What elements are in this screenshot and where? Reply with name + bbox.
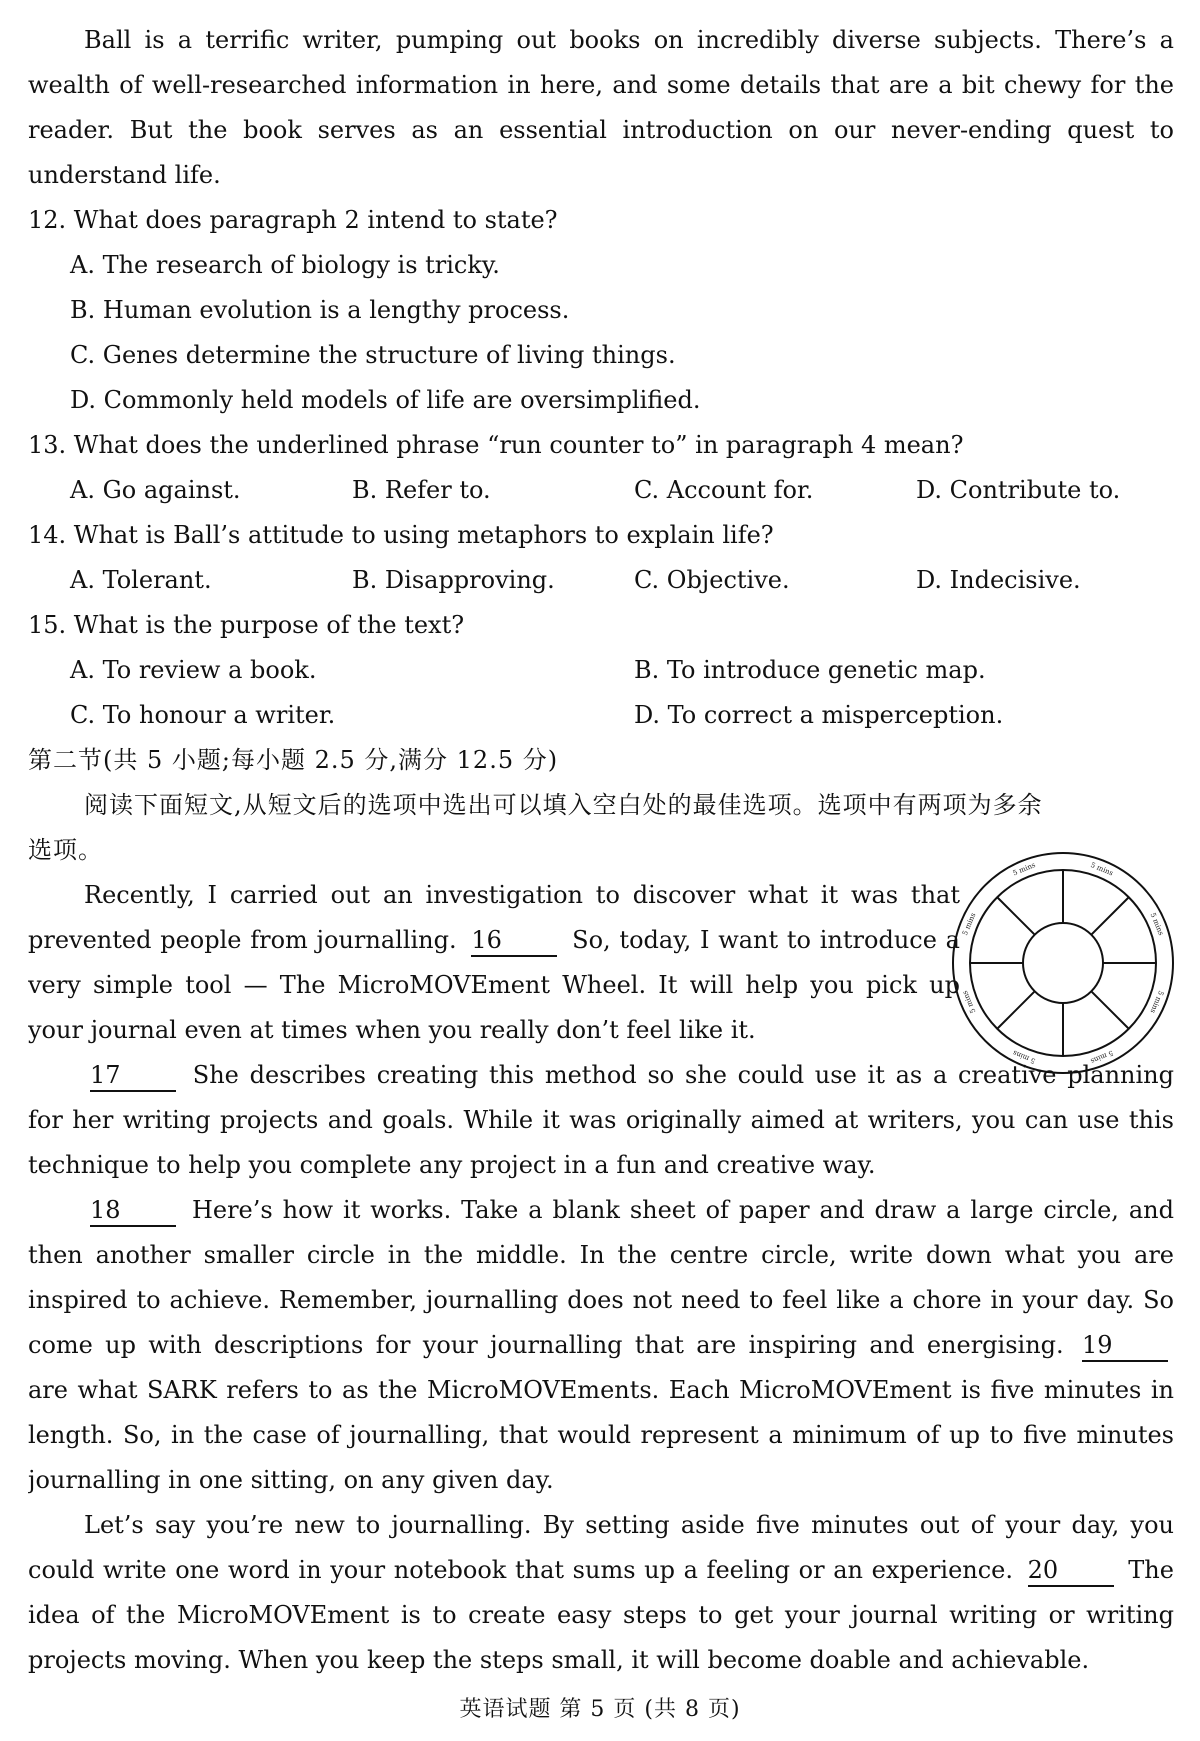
wheel-spoke [997, 991, 1034, 1028]
blank-20[interactable]: 20 [1028, 1555, 1114, 1587]
option-15c[interactable]: C. To honour a writer. [70, 701, 336, 729]
option-14c[interactable]: C. Objective. [634, 566, 790, 594]
option-15a[interactable]: A. To review a book. [70, 656, 317, 684]
wheel-spoke [1091, 897, 1128, 934]
para3-line: are what SARK refers to as the MicroMOVEments. Each MicroMOVEment is five minutes in [28, 1376, 1174, 1404]
para1-line [28, 918, 960, 963]
para3-line [28, 1323, 1174, 1368]
option-13b[interactable]: B. Refer to. [352, 476, 491, 504]
wheel-spokes [970, 870, 1156, 1056]
para1-text: prevented people from journalling. [28, 926, 457, 954]
option-15b[interactable]: B. To introduce genetic map. [634, 656, 986, 684]
para3-line: then another smaller circle in the middle. In the centre circle, write down what you are [28, 1241, 1174, 1269]
section-instructions: 阅读下面短文,从短文后的选项中选出可以填入空白处的最佳选项。选项中有两项为多余 [84, 791, 1043, 819]
para1-line: your journal even at times when you really don’t feel like it. [28, 1016, 756, 1044]
page-footer: 英语试题 第 5 页 (共 8 页) [459, 1697, 741, 1722]
para3-text: come up with descriptions for your journalling that are inspiring and energising. [28, 1331, 1064, 1359]
para1-line: Recently, I carried out an investigation to discover what it was that [84, 881, 960, 909]
option-14d[interactable]: D. Indecisive. [916, 566, 1081, 594]
option-14b[interactable]: B. Disapproving. [352, 566, 555, 594]
para4-line: projects moving. When you keep the steps small, it will become doable and achievable. [28, 1646, 1090, 1674]
option-12c[interactable]: C. Genes determine the structure of living things. [70, 341, 676, 369]
passage-line: wealth of well-researched information in here, and some details that are a bit chewy for the [28, 71, 1174, 99]
wheel-segment-label: 5 mins [1148, 911, 1165, 937]
para4-text: could write one word in your notebook that sums up a feeling or an experience. [28, 1556, 1014, 1584]
para4-line [28, 1548, 1174, 1593]
option-14a[interactable]: A. Tolerant. [70, 566, 212, 594]
question-15-options-row2 [28, 693, 1174, 738]
question-14-options [28, 558, 1174, 603]
blank-17[interactable]: 17 [90, 1060, 176, 1092]
question-15-options-row1 [28, 648, 1174, 693]
section-instructions-cont: 选项。 [28, 836, 103, 864]
para1-line: very simple tool — The MicroMOVEment Wheel. It will help you pick up [28, 971, 960, 999]
wheel-centre-circle [1023, 923, 1103, 1003]
para3-line [28, 1188, 1174, 1233]
wheel-spoke [1091, 991, 1128, 1028]
blank-18[interactable]: 18 [90, 1195, 176, 1227]
passage-line: understand life. [28, 161, 221, 189]
question-12-stem: 12. What does paragraph 2 intend to state? [28, 206, 558, 234]
para3-line: journalling in one sitting, on any given day. [28, 1466, 554, 1494]
option-13d[interactable]: D. Contribute to. [916, 476, 1121, 504]
option-13c[interactable]: C. Account for. [634, 476, 814, 504]
option-12d[interactable]: D. Commonly held models of life are oversimplified. [70, 386, 701, 414]
option-15d[interactable]: D. To correct a misperception. [634, 701, 1004, 729]
blank-16[interactable]: 16 [471, 925, 557, 957]
para2-line: for her writing projects and goals. While it was originally aimed at writers, you can use this [28, 1106, 1174, 1134]
para4-line: idea of the MicroMOVEment is to create easy steps to get your journal writing or writing [28, 1601, 1174, 1629]
para3-line: inspired to achieve. Remember, journalling does not need to feel like a chore in your day. So [28, 1286, 1174, 1314]
wheel-segment-label: 5 mins [961, 911, 978, 937]
wheel-segment-label: 5 mins [1089, 861, 1115, 878]
wheel-segment-label: 5 mins [1011, 861, 1037, 878]
passage-line: Ball is a terrific writer, pumping out books on incredibly diverse subjects. There’s a [84, 26, 1174, 54]
para3-line: length. So, in the case of journalling, that would represent a minimum of up to five minutes [28, 1421, 1174, 1449]
option-12a[interactable]: A. The research of biology is tricky. [70, 251, 500, 279]
question-14-stem: 14. What is Ball’s attitude to using metaphors to explain life? [28, 521, 774, 549]
blank-19[interactable]: 19 [1082, 1330, 1168, 1362]
option-12b[interactable]: B. Human evolution is a lengthy process. [70, 296, 570, 324]
micromovement-wheel-diagram [948, 848, 1178, 1078]
question-13-stem: 13. What does the underlined phrase “run counter to” in paragraph 4 mean? [28, 431, 964, 459]
para4-text: The [1128, 1556, 1174, 1584]
question-15-stem: 15. What is the purpose of the text? [28, 611, 465, 639]
para3-text: Here’s how it works. Take a blank sheet of paper and draw a large circle, and [191, 1196, 1174, 1224]
wheel-spoke [997, 897, 1034, 934]
passage-line: reader. But the book serves as an essential introduction on our never-ending quest to [28, 116, 1174, 144]
option-13a[interactable]: A. Go against. [70, 476, 241, 504]
para2-text: She describes creating this method so she could use it as a creative planning [192, 1061, 1174, 1089]
wheel-segment-label: 5 mins [1148, 989, 1165, 1015]
para4-line: Let’s say you’re new to journalling. By setting aside five minutes out of your day, you [84, 1511, 1174, 1539]
wheel-segment-label: 5 mins [1089, 1048, 1115, 1065]
wheel-segment-label: 5 mins [961, 989, 978, 1015]
para2-line: technique to help you complete any project in a fun and creative way. [28, 1151, 876, 1179]
question-13-options [28, 468, 1174, 513]
section-heading: 第二节(共 5 小题;每小题 2.5 分,满分 12.5 分) [28, 746, 559, 774]
wheel-segment-label: 5 mins [1011, 1048, 1037, 1065]
para1-text: So, today, I want to introduce a [572, 926, 960, 954]
